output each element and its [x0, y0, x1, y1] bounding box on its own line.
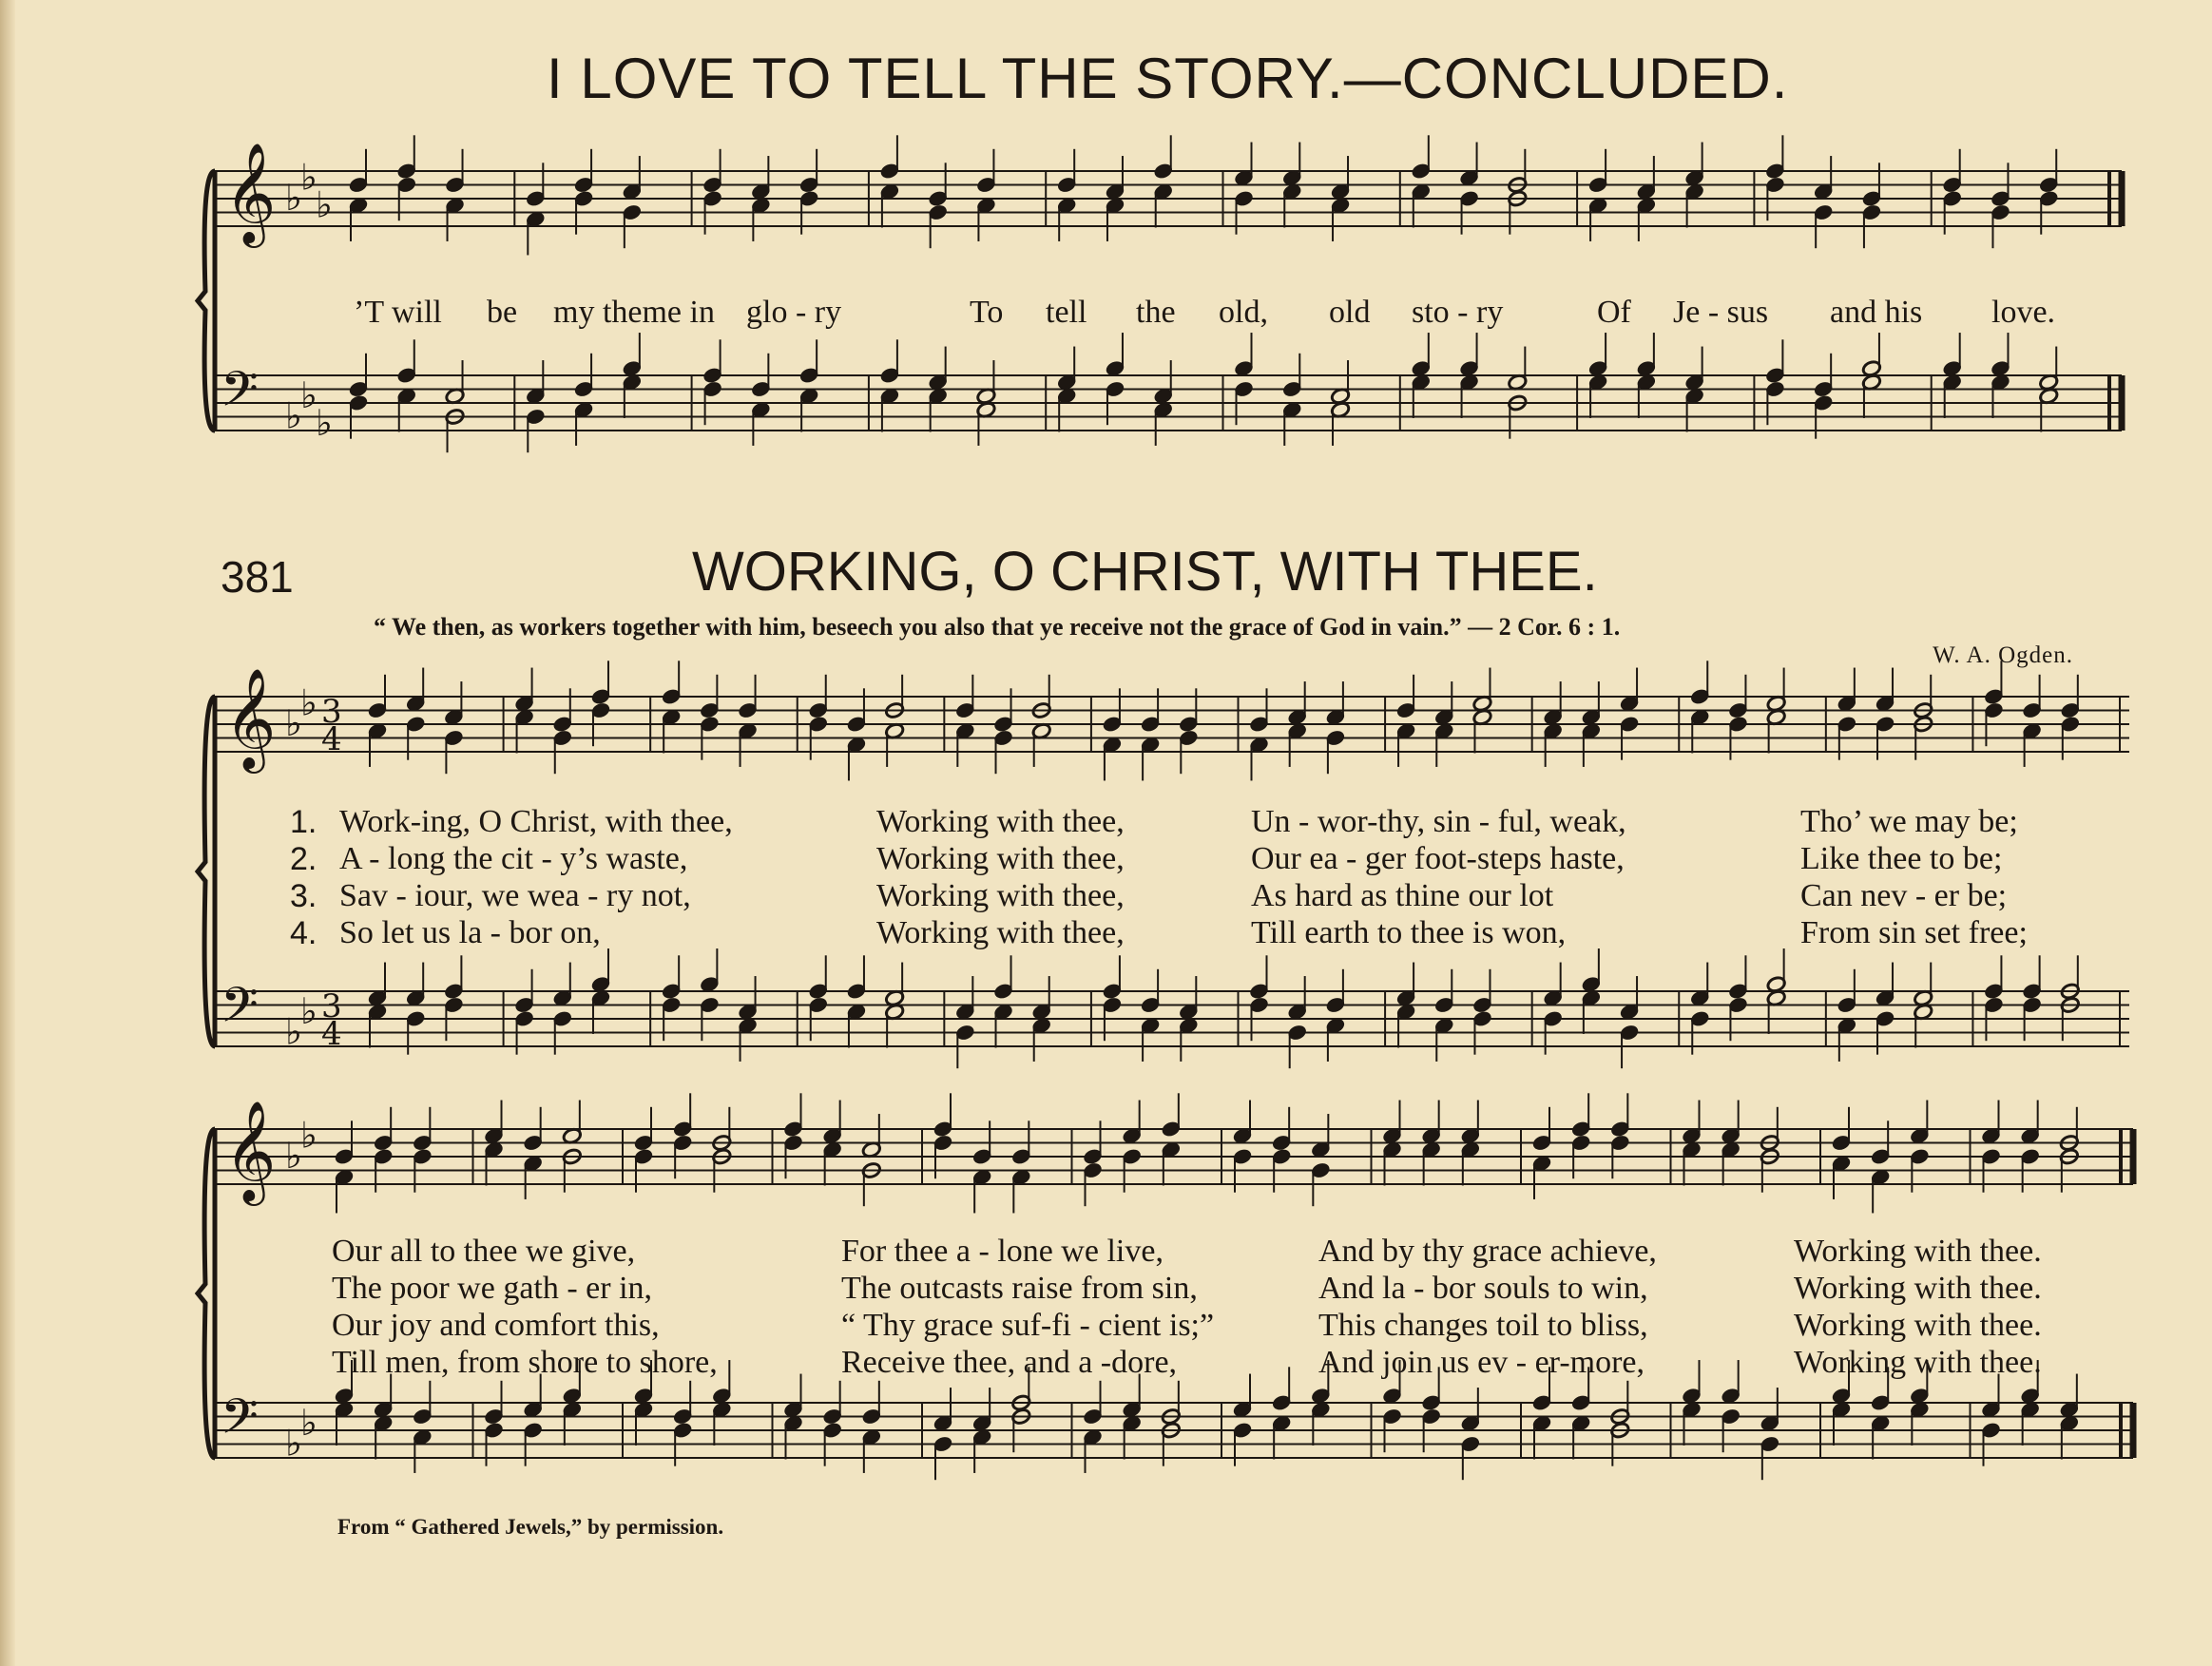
verse-lyric-segment: This changes toil to bliss, — [1318, 1308, 1648, 1343]
concluded-lyric-syllable: To — [970, 295, 1004, 330]
concluded-lyric-syllable: old — [1329, 295, 1371, 330]
composer-credit: W. A. Ogden. — [1933, 642, 2073, 668]
flat-sign-icon: ♭ — [300, 681, 317, 724]
time-signature-top: 3 — [321, 987, 342, 1025]
concluded-lyric-syllable: and his — [1830, 295, 1923, 330]
continued-hymn-title: I LOVE TO TELL THE STORY.—CONCLUDED. — [547, 47, 1789, 110]
hymn-title: WORKING, O CHRIST, WITH THEE. — [692, 541, 1598, 603]
bass-clef-icon: 𝄢 — [221, 1388, 259, 1457]
time-signature-bottom: 4 — [321, 720, 342, 758]
flat-sign-icon: ♭ — [285, 1422, 302, 1465]
verse-lyric-segment: Working with thee. — [1794, 1234, 2042, 1269]
scripture-epigraph: “ We then, as workers together with him, beseech you also that ye receive not the grace of God in vain.” — 2 Cor. 6 : 1. — [374, 613, 1621, 641]
flat-sign-icon: ♭ — [300, 1114, 317, 1157]
verse-lyric-segment: Working with thee, — [876, 841, 1125, 876]
flat-sign-icon: ♭ — [300, 1401, 317, 1444]
bass-clef-icon: 𝄢 — [221, 976, 259, 1045]
concluded-lyric-syllable: Of — [1597, 295, 1631, 330]
treble-clef-icon: 𝄞 — [224, 142, 277, 243]
flat-sign-icon: ♭ — [285, 702, 302, 744]
verse-lyric-segment: Till earth to thee is won, — [1251, 915, 1567, 950]
concluded-lyric-syllable: love. — [1991, 295, 2056, 330]
flat-sign-icon: ♭ — [300, 989, 317, 1032]
system-brace — [198, 697, 215, 1046]
verse-lyric-segment: For thee a - lone we live, — [841, 1234, 1164, 1269]
verse-lyric-segment: Receive thee, and a -dore, — [841, 1345, 1178, 1380]
verse-lyric-segment: And join us ev - er-more, — [1318, 1345, 1645, 1380]
verse-lyric-segment: “ Thy grace suf-fi - cient is;” — [841, 1308, 1215, 1343]
treble-clef-icon: 𝄞 — [224, 667, 277, 769]
concluded-lyric-syllable: be — [487, 295, 518, 330]
verse-lyric-segment: Our ea - ger foot-steps haste, — [1251, 841, 1625, 876]
flat-sign-icon: ♭ — [316, 183, 333, 226]
verse-lyric-segment: Working with thee. — [1794, 1345, 2042, 1380]
verse-lyric-segment: The outcasts raise from sin, — [841, 1271, 1198, 1306]
verse-lyric-segment: Working with thee. — [1794, 1271, 2042, 1306]
flat-sign-icon: ♭ — [300, 373, 317, 416]
concluded-lyric-syllable: old, — [1219, 295, 1268, 330]
verse-number: 4. — [290, 915, 317, 951]
flat-sign-icon: ♭ — [300, 156, 317, 199]
verse-lyric-segment: Working with thee, — [876, 915, 1125, 950]
concluded-lyric-syllable: tell — [1046, 295, 1087, 330]
verse-lyric-segment: Our joy and comfort this, — [332, 1308, 660, 1343]
permission-credit: From “ Gathered Jewels,” by permission. — [337, 1515, 724, 1539]
verse-lyric-segment: Un - wor-thy, sin - ful, weak, — [1251, 804, 1626, 839]
flat-sign-icon: ♭ — [285, 1135, 302, 1177]
flat-sign-icon: ♭ — [285, 1010, 302, 1053]
flat-sign-icon: ♭ — [285, 394, 302, 437]
treble-clef-icon: 𝄞 — [224, 1100, 277, 1201]
system-brace — [198, 171, 215, 431]
verse-lyric-segment: As hard as thine our lot — [1251, 878, 1554, 913]
flat-sign-icon: ♭ — [316, 401, 333, 444]
verse-lyric-segment: Our all to thee we give, — [332, 1234, 636, 1269]
concluded-lyric-syllable: Je - sus — [1673, 295, 1769, 330]
verse-lyric-segment: Working with thee, — [876, 804, 1125, 839]
verse-lyric-segment: Sav - iour, we wea - ry not, — [339, 878, 691, 913]
verse-lyric-segment: Till men, from shore to shore, — [332, 1345, 718, 1380]
verse-lyric-segment: And la - bor souls to win, — [1318, 1271, 1648, 1306]
bass-clef-icon: 𝄢 — [221, 360, 259, 430]
concluded-lyric-syllable: glo - ry — [746, 295, 842, 330]
verse-lyric-segment: Can nev - er be; — [1800, 878, 2008, 913]
verse-lyric-segment: Working with thee, — [876, 878, 1125, 913]
verse-lyric-segment: Tho’ we may be; — [1800, 804, 2018, 839]
concluded-lyric-syllable: my theme in — [553, 295, 715, 330]
concluded-lyric-syllable: sto - ry — [1412, 295, 1504, 330]
flat-sign-icon: ♭ — [285, 177, 302, 219]
verse-lyric-segment: Like thee to be; — [1800, 841, 2003, 876]
time-signature-bottom: 4 — [321, 1015, 342, 1053]
verse-number: 3. — [290, 878, 317, 914]
time-signature-top: 3 — [321, 693, 342, 731]
concluded-lyric-syllable: the — [1136, 295, 1176, 330]
verse-lyric-segment: So let us la - bor on, — [339, 915, 601, 950]
verse-lyric-segment: A - long the cit - y’s waste, — [339, 841, 688, 876]
verse-lyric-segment: Working with thee. — [1794, 1308, 2042, 1343]
hymn-number: 381 — [221, 552, 294, 602]
verse-lyric-segment: The poor we gath - er in, — [332, 1271, 653, 1306]
concluded-lyric-syllable: ’T will — [354, 295, 442, 330]
system-brace — [198, 1129, 215, 1458]
verse-lyric-segment: Work-ing, O Christ, with thee, — [339, 804, 733, 839]
verse-number: 2. — [290, 841, 317, 877]
verse-number: 1. — [290, 804, 317, 840]
verse-lyric-segment: And by thy grace achieve, — [1318, 1234, 1657, 1269]
verse-lyric-segment: From sin set free; — [1800, 915, 2028, 950]
